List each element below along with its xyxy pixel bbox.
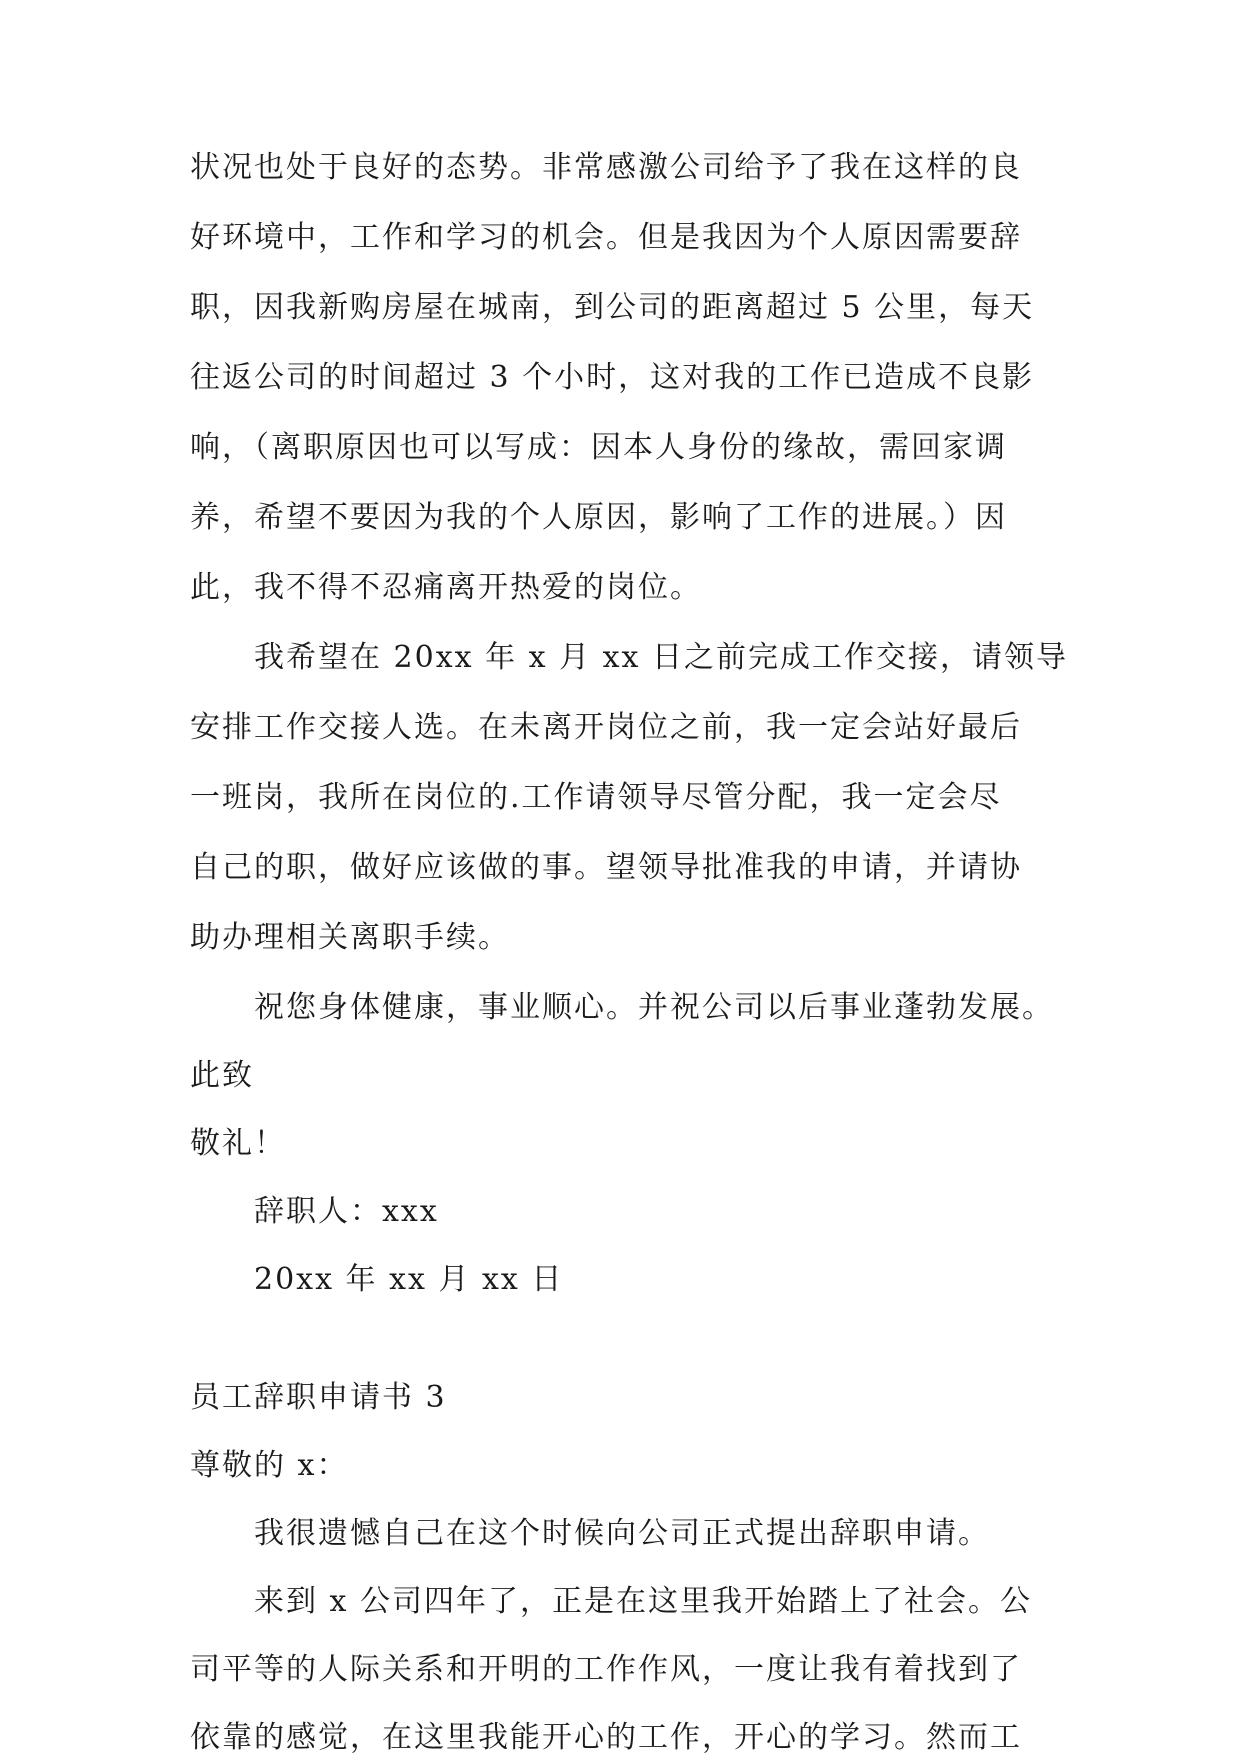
- paragraph-line: 我很遗憾自己在这个时候向公司正式提出辞职申请。: [254, 1516, 990, 1551]
- paragraph-line: 一班岗，我所在岗位的.工作请领导尽管分配，我一定会尽: [190, 780, 1002, 815]
- paragraph-line: 好环境中，工作和学习的机会。但是我因为个人原因需要辞: [190, 220, 1022, 255]
- paragraph-line: 养，希望不要因为我的个人原因，影响了工作的进展。）因: [190, 500, 1007, 535]
- paragraph-line: 司平等的人际关系和开明的工作作风，一度让我有着找到了: [190, 1652, 1022, 1687]
- paragraph-line: 依靠的感觉，在这里我能开心的工作，开心的学习。然而工: [190, 1720, 1022, 1755]
- greeting-line: 尊敬的 x：: [190, 1448, 349, 1483]
- paragraph-line: 自己的职，做好应该做的事。望领导批准我的申请，并请协: [190, 850, 1022, 885]
- paragraph-line: 状况也处于良好的态势。非常感激公司给予了我在这样的良: [190, 150, 1022, 185]
- paragraph-line: 安排工作交接人选。在未离开岗位之前，我一定会站好最后: [190, 710, 1022, 745]
- paragraph-line: 助办理相关离职手续。: [190, 920, 510, 955]
- signature-date: 20xx 年 xx 月 xx 日: [254, 1262, 564, 1297]
- paragraph-line: 往返公司的时间超过 3 个小时，这对我的工作已造成不良影: [190, 360, 1035, 395]
- salutation-line: 敬礼！: [190, 1126, 286, 1161]
- section-title: 员工辞职申请书 3: [190, 1380, 447, 1415]
- paragraph-line: 此，我不得不忍痛离开热爱的岗位。: [190, 570, 702, 605]
- paragraph-line: 我希望在 20xx 年 x 月 xx 日之前完成工作交接，请领导: [254, 640, 1068, 675]
- closing-wish-line: 祝您身体健康，事业顺心。并祝公司以后事业蓬勃发展。: [254, 990, 1054, 1025]
- paragraph-line: 响，（离职原因也可以写成：因本人身份的缘故，需回家调: [190, 430, 1007, 465]
- signature-name: 辞职人：xxx: [254, 1194, 439, 1229]
- salutation-line: 此致: [190, 1058, 254, 1093]
- paragraph-line: 职，因我新购房屋在城南，到公司的距离超过 5 公里，每天: [190, 290, 1035, 325]
- paragraph-line: 来到 x 公司四年了，正是在这里我开始踏上了社会。公: [254, 1584, 1032, 1619]
